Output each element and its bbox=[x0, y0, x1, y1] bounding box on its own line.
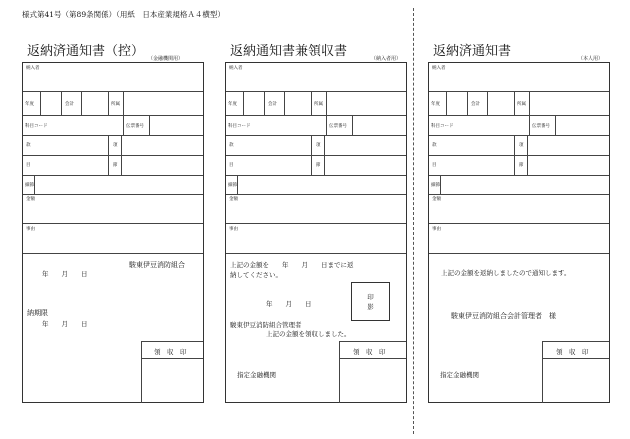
dept-label: 所属 bbox=[314, 102, 323, 107]
issue-date: 年 月 日 bbox=[42, 270, 88, 278]
reason-label: 事由 bbox=[26, 227, 35, 232]
form1-table bbox=[22, 62, 204, 403]
bank-label: 指定金融機関 bbox=[237, 371, 276, 379]
manager-name: 駿東伊豆消防組合管理者 bbox=[230, 321, 302, 329]
payer-label: 納入者 bbox=[229, 66, 243, 71]
amount-label: 金額 bbox=[229, 197, 238, 202]
saimoku-label: 細節 bbox=[228, 183, 237, 188]
form1-subtitle: （金融機関用） bbox=[148, 56, 184, 62]
issue-date: 年 月 日 bbox=[266, 300, 312, 308]
receipt-stamp-label: 領 収 印 bbox=[154, 348, 187, 356]
code-label: 科目コード bbox=[228, 124, 251, 129]
setsu-label: 節 bbox=[316, 163, 321, 168]
form2-subtitle: （納入者用） bbox=[371, 56, 402, 62]
kan-label: 款 bbox=[26, 143, 31, 148]
saimoku-label: 細節 bbox=[25, 183, 34, 188]
docno-label: 伝票番号 bbox=[126, 124, 144, 129]
code-label: 科目コード bbox=[25, 124, 48, 129]
docno-label: 伝票番号 bbox=[532, 124, 550, 129]
code-label: 科目コード bbox=[431, 124, 454, 129]
recipient-text: 駿東伊豆消防組合会計管理者 様 bbox=[451, 312, 556, 320]
notice-text: 上記の金額を返納しましたので通知します。 bbox=[441, 269, 571, 277]
seal-box: 印 影 bbox=[351, 282, 390, 321]
moku-label: 目 bbox=[432, 163, 437, 168]
setsu-label: 節 bbox=[519, 163, 524, 168]
dept-label: 所属 bbox=[111, 102, 120, 107]
form3-subtitle: （本人用） bbox=[578, 56, 604, 62]
kan-label: 款 bbox=[432, 143, 437, 148]
org-name: 駿東伊豆消防組合 bbox=[129, 261, 185, 269]
account-label: 会計 bbox=[65, 102, 74, 107]
moku-label: 目 bbox=[26, 163, 31, 168]
form2-title: 返納通知書兼領収書 bbox=[230, 44, 348, 59]
form1-title: 返納済通知書（控） bbox=[27, 44, 145, 59]
receipt-stamp-label: 領 収 印 bbox=[556, 348, 589, 356]
cut-line bbox=[413, 8, 414, 434]
year-label: 年度 bbox=[431, 102, 440, 107]
ko-label: 項 bbox=[316, 143, 321, 148]
pay-by-line2: 納してください。 bbox=[230, 271, 282, 279]
moku-label: 目 bbox=[229, 163, 234, 168]
received-text: 上記の金額を領収しました。 bbox=[266, 330, 351, 338]
setsu-label: 節 bbox=[113, 163, 118, 168]
form2-table bbox=[225, 62, 407, 403]
receipt-stamp-label: 領 収 印 bbox=[353, 348, 386, 356]
deadline-label: 納期限 bbox=[27, 309, 48, 317]
deadline-date: 年 月 日 bbox=[42, 320, 88, 328]
account-label: 会計 bbox=[471, 102, 480, 107]
reason-label: 事由 bbox=[229, 227, 238, 232]
amount-label: 金額 bbox=[432, 197, 441, 202]
reason-label: 事由 bbox=[432, 227, 441, 232]
form3-title: 返納済通知書 bbox=[433, 44, 512, 59]
saimoku-label: 細節 bbox=[431, 183, 440, 188]
account-label: 会計 bbox=[268, 102, 277, 107]
docno-label: 伝票番号 bbox=[329, 124, 347, 129]
year-label: 年度 bbox=[228, 102, 237, 107]
ko-label: 項 bbox=[113, 143, 118, 148]
form3-table bbox=[428, 62, 610, 403]
payer-label: 納入者 bbox=[432, 66, 446, 71]
ko-label: 項 bbox=[519, 143, 524, 148]
payer-label: 納入者 bbox=[26, 66, 40, 71]
amount-label: 金額 bbox=[26, 197, 35, 202]
year-label: 年度 bbox=[25, 102, 34, 107]
kan-label: 款 bbox=[229, 143, 234, 148]
bank-label: 指定金融機関 bbox=[440, 371, 479, 379]
form-header: 様式第41号（第89条関係）（用紙 日本産業規格Ａ４横型） bbox=[22, 10, 225, 19]
pay-by-line1: 上記の金額を 年 月 日までに返 bbox=[230, 261, 354, 269]
dept-label: 所属 bbox=[517, 102, 526, 107]
